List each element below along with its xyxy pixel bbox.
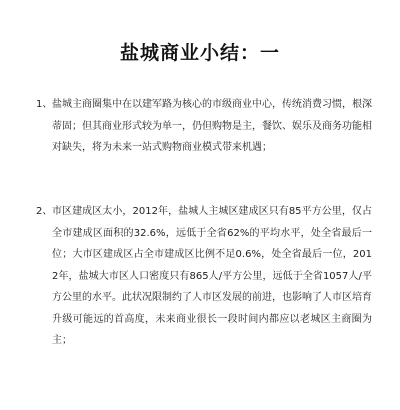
point-text: 盐城主商圈集中在以建军路为核心的市级商业中心，传统消费习惯，根深蒂固；但其商业形式较为单一，仍但购物是主，餐饮、娱乐及商务功能相对缺失，将为未来一站式购物商业模式带来机遇； bbox=[52, 99, 372, 153]
slide-title: 盐城商业小结：一 bbox=[119, 42, 280, 64]
summary-point-2 bbox=[36, 201, 372, 352]
point-number: 2、 bbox=[36, 206, 53, 217]
summary-point-1 bbox=[36, 94, 372, 159]
point-text: 市区建成区太小，2012年，盐城人主城区建成区只有85平方公里，仅占全市建成区面积的32.6%，远低于全省62%的平均水平，处全省最后一位；大市区建成区占全市建成区比例不足0.6%，处全省最后一位，2012年，盐城大市区人口密度只有865人/平方公里，远低于全省1057人/平方公里的水平。此状况限制约了人市区发展的前进，也影响了人市区培育升级可能远的首高度，未来商业很长一段时间内都应以老城区主商圈为主； bbox=[52, 206, 372, 346]
point-number: 1、 bbox=[36, 99, 53, 110]
